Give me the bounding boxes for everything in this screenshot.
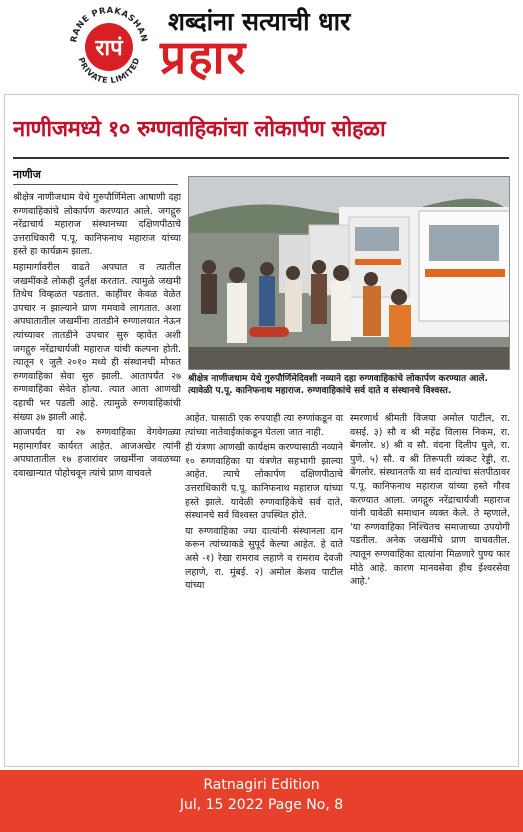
photo-caption: श्रीक्षेत्र नाणीजधाम येथे गुरुपौर्णिमेदिवशी नव्याने दहा रुग्णवाहिकांचे लोकार्पण करण्यात आले. त्यावेळी प.पू. कानिफनाथ महाराज. रुग्णवाहिकांचे सर्व दाते व संस्थानचे विश्वस्त.	[188, 374, 488, 396]
paragraph: आहेत. यासाठी एक रुपयाही त्या रुग्णांकडून वा त्यांच्या नातेवाईकांकडून घेतला जात नाही.	[185, 413, 343, 438]
article-dateline: नाणीज	[13, 168, 41, 181]
svg-text:रापं: रापं	[95, 35, 123, 61]
paragraph: ही यंत्रणा आणखी कार्यक्षम करण्यासाठी नव्याने १० रुग्णवाहिका या यंत्रणेत सहभागी झाल्या आहेत. त्याचे लोकार्पण दक्षिणपीठाचे उत्तराधिकारी प.पू. कानिफनाथ महाराज यांच्या हस्ते झाले. यावेळी रुग्णवाहिकेचे सर्व दाते, संस्थानचे सर्व विश्वस्त उपस्थित होते.	[185, 442, 343, 522]
article-frame	[4, 94, 519, 767]
paragraph: महामार्गावरील वाढते अपघात व त्यातील जखमींकडे लोकही दुर्लक्ष करतात. त्यामुळे जखमी तिथेच विव्हळत पडतात. काहींवर केवळ वेळेत उपचार न झाल्याने प्राण गमवावे लागतात. अशा अपघातातील जखमींना तातडीने रुग्णालयात नेऊन त्यांच्यावर तातडीने उपचार सुरु व्हावेत अशी जगद्गुरु नरेंद्राचार्यजी महाराज यांची कल्पना होती. त्यातून १ जुलै २०१० मध्ये ही संस्थानची मोफत रुग्णवाहिका सेवा सुरु झाली. आतापर्यंत २७ रुग्णवाहिका सेवेत होत्या. त्यात आता आणखी दहाची भर पडली आहे. त्यामुळे रुग्णवाहिकांची संख्या ३७ झाली आहे.	[13, 261, 181, 423]
ambulance-ceremony-photo	[189, 177, 510, 370]
article-column-3	[350, 412, 510, 752]
headline-rule	[13, 157, 509, 159]
article-column-2	[185, 412, 343, 752]
masthead-tagline: शब्दांना सत्याची धार	[168, 7, 351, 36]
edition-page-info: Jul, 15 2022 Page No, 8	[179, 797, 344, 813]
edition-footer	[0, 770, 523, 832]
article-column-1	[13, 191, 181, 751]
masthead	[0, 0, 523, 88]
paragraph: श्रीक्षेत्र नाणीजधाम येथे गुरुपौर्णिमेला आषाणी दहा रुग्णवाहिकांचे लोकार्पण करण्यात आले. जगद्गुरु नरेंद्राचार्य महाराज संस्थानच्या दक्षिणपीठाचे उत्तराधिकारी प.पू. कानिफनाथ महाराज यांच्या हस्ते हा कार्यक्रम झाला.	[13, 192, 181, 258]
article-headline: नाणीजमध्ये १० रुग्णवाहिकांचा लोकार्पण सोहळा	[13, 117, 386, 142]
masthead-brand: प्रहार	[160, 30, 248, 84]
paragraph: स्मरणार्थ श्रीमती विजया अमोल पाटील, रा. वसई. ३) सौ व श्री महेंद्र विलास निकम, रा. बेंगलोर. ४) श्री व सौ. वंदना दिलीप घुले, रा. पुणे. ५) सौ. व श्री तिरूपती व्यंकट रेड्डी, रा. बेंगलोर. संस्थानतर्फे या सर्व दात्यांचा संतपीठावर प.पू. कानिफनाथ महाराज यांच्या हस्ते गौरव करण्यात आला. जगद्गुरु नरेंद्राचार्यजी महाराज यांनी यावेळी समाधान व्यक्त केले. ते म्हणाले, 'या रुग्णवाहिका निश्चितच समाजाच्या उपयोगी पडतील. अनेक जखमींचे प्राण वाचवतील. त्यातून रुग्णवाहिका दात्यांना मिळणारे पुण्य फार मोठे आहे. कारण मानवसेवा हीच ईश्वरसेवा आहे.'	[350, 413, 510, 588]
article-photo	[188, 176, 510, 370]
edition-name: Ratnagiri Edition	[203, 777, 320, 793]
paragraph: या रुग्णवाहिका ज्या दात्यांनी संस्थानला दान करून त्यांच्याकडे सुपूर्द केल्या आहेत. हे दाते असे -१) रेखा रामराव लहाणे व रामराव देवजी लहाणे, रा. मुंबई. २) अमोल केशव पाटील यांच्या	[185, 525, 343, 592]
svg-text:PRIVATE LIMITED: PRIVATE LIMITED	[76, 56, 142, 86]
paragraph: आजपर्यंत या २७ रुग्णवाहिका वेगवेगळ्या महामार्गांवर कार्यरत आहेत. आजअखेर त्यांनी अपघातातील १७ हजारांवर जखमींना जवळच्या दवाखान्यात पोहोचवून त्यांचे प्राण वाचवले	[13, 427, 181, 479]
dateline-rule	[13, 184, 178, 185]
rane-prakashan-logo	[64, 2, 154, 88]
svg-text:RANE PRAKASHAN: RANE PRAKASHAN	[69, 5, 149, 44]
